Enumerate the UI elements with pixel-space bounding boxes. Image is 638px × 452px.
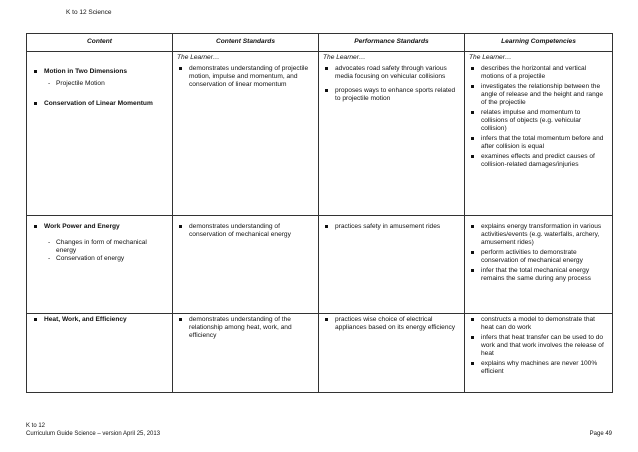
table-cell-learning-competencies [465, 314, 613, 393]
subtopic-item: - Conservation of energy [48, 255, 168, 263]
footer-line-1: K to 12 [26, 423, 46, 429]
list-item: relates impulse and momentum to collisions of objects (e.g. vehicular collision) [469, 109, 608, 133]
table-row [27, 216, 613, 314]
list-item: demonstrates understanding of conservation of mechanical energy [177, 223, 314, 239]
column-header-performance-standards: Performance Standards [319, 34, 465, 52]
table-cell-learning-competencies [465, 216, 613, 314]
column-header-content-standards: Content Standards [173, 34, 319, 52]
page-header: K to 12 Science [66, 9, 112, 16]
list-item: practices wise choice of electrical appliances based on its energy efficiency [323, 316, 460, 332]
table-cell-performance-standards [319, 216, 465, 314]
topic-title: Conservation of Linear Momentum [31, 100, 168, 108]
list-item: explains energy transformation in various activities/events (e.g. waterfalls, archery, amusement rides) [469, 223, 608, 247]
list-item: demonstrates understanding of the relationship among heat, work, and efficiency [177, 316, 314, 340]
subtopic-list [31, 239, 168, 263]
list-item: infers that the total momentum before and after collision is equal [469, 135, 608, 151]
topic-title: Motion in Two Dimensions [31, 68, 168, 76]
column-header-content: Content [27, 34, 173, 52]
learner-label: The Learner… [319, 52, 465, 64]
table-cell-content [27, 314, 173, 393]
subtopic-item: - Projectile Motion [48, 80, 168, 88]
list-item: practices safety in amusement rides [323, 223, 460, 231]
list-item: demonstrates understanding of projectile motion, impulse and momentum, and conservation of linear momentum [177, 65, 314, 89]
table-cell-content [27, 52, 173, 216]
list-item: examines effects and predict causes of collision-related damages/injuries [469, 153, 608, 169]
page-footer [26, 423, 160, 439]
footer-line-2: Curriculum Guide Science – version April 25, 2013 [26, 430, 161, 437]
list-item: constructs a model to demonstrate that heat can do work [469, 316, 608, 332]
table-row [27, 314, 613, 393]
table-cell-content [27, 216, 173, 314]
topic-title: Heat, Work, and Efficiency [31, 316, 168, 324]
table-cell-content-standards [173, 63, 319, 216]
learner-label: The Learner… [173, 52, 319, 64]
page-number: Page 49 [589, 431, 612, 437]
learner-label-row [27, 52, 613, 64]
table-cell-performance-standards [319, 314, 465, 393]
table-cell-content-standards [173, 216, 319, 314]
learner-label: The Learner… [465, 52, 613, 64]
list-item: explains why machines are never 100% efficient [469, 360, 608, 376]
table-cell-content-standards [173, 314, 319, 393]
table-cell-performance-standards [319, 63, 465, 216]
curriculum-table [26, 33, 613, 393]
subtopic-item: - Changes in form of mechanical energy [48, 239, 168, 255]
list-item: describes the horizontal and vertical motions of a projectile [469, 65, 608, 81]
table-header-row [27, 34, 613, 52]
list-item: investigates the relationship between the angle of release and the height and range of the projectile [469, 83, 608, 107]
list-item: advocates road safety through various media focusing on vehicular collisions [323, 65, 460, 81]
topic-title: Work Power and Energy [31, 223, 168, 231]
subtopic-list [31, 80, 168, 88]
list-item: perform activities to demonstrate conservation of mechanical energy [469, 249, 608, 265]
list-item: infers that heat transfer can be used to do work and that work involves the release of heat [469, 334, 608, 358]
list-item: infer that the total mechanical energy remains the same during any process [469, 267, 608, 283]
list-item: proposes ways to enhance sports related to projectile motion [323, 87, 460, 103]
table-cell-learning-competencies [465, 63, 613, 216]
column-header-learning-competencies: Learning Competencies [465, 34, 613, 52]
